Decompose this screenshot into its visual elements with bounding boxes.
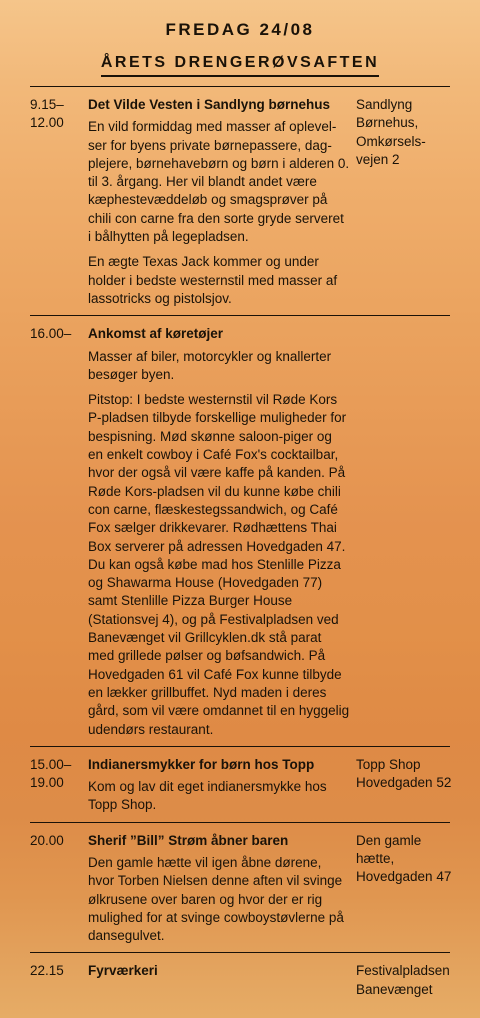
- day-heading: FREDAG 24/08: [165, 20, 315, 39]
- event-time: [30, 96, 82, 132]
- event-location: [356, 96, 456, 169]
- event-location: [356, 832, 456, 887]
- event-description: En ægte Texas Jack kommer og under holder i bedste westernstil med masser af lassotricks og pistolsjov.: [88, 254, 338, 306]
- event-location-line: hætte,: [356, 850, 395, 866]
- event-time-line: 16.00–: [30, 326, 72, 342]
- event-title: Ankomst af køretøjer: [88, 326, 224, 342]
- event-description: En vild formiddag med masser af oplevelser for byens private børnepassere, dagplejere, børnehavebørn og børn i alderen 0. til 3. årgang. Her vil blandt andet være kæphestevæddeløb og smagsprøver på chili con carne fra den sorte gryde serveret i bålhytten på legepladsen.: [88, 119, 350, 245]
- event-location-line: Børnehus,: [356, 115, 419, 131]
- event-time-line: 20.00: [30, 832, 64, 848]
- event-row: [30, 86, 450, 315]
- event-time: [30, 962, 82, 980]
- event-description: Den gamle hætte vil igen åbne dørene, hvor Torben Nielsen denne aften vil svinge ølkrusene over baren og hvor der er rig mulighed for at svinge cowboystøvlerne på dansegulvet.: [88, 854, 344, 944]
- event-row: [30, 952, 450, 997]
- event-location-line: Festivalpladsen: [356, 963, 450, 979]
- event-time: [30, 756, 82, 792]
- event-time-line: 12.00: [30, 115, 64, 130]
- event-title-heading: ÅRETS DRENGERØVSAFTEN: [101, 54, 379, 77]
- event-row: [30, 315, 450, 746]
- event-time-line: 22.15: [30, 963, 64, 979]
- event-row: [30, 822, 450, 953]
- event-title: Det Vilde Vesten i Sandlyng børnehus: [88, 97, 331, 112]
- event-title: Sherif ”Bill” Strøm åbner baren: [88, 832, 289, 848]
- event-location-line: Hovedgaden 47: [356, 869, 452, 885]
- event-title: Indianersmykker for børn hos Topp: [88, 756, 315, 772]
- event-location-line: Banevænget: [356, 981, 433, 997]
- event-row: [30, 746, 450, 822]
- event-time-line: 19.00: [30, 774, 64, 790]
- event-time: [30, 832, 82, 850]
- event-title: Fyrværkeri: [88, 963, 158, 979]
- event-location-line: Topp Shop: [356, 756, 421, 772]
- event-location: [356, 756, 456, 793]
- event-location-line: vejen 2: [356, 151, 400, 167]
- event-content: [88, 325, 350, 739]
- event-location: [356, 962, 456, 999]
- event-list: [30, 86, 452, 997]
- event-description: Masser af biler, motorcykler og knallerter besøger byen.: [88, 348, 332, 382]
- event-content: [88, 832, 350, 946]
- event-location-line: Omkørsels-: [356, 133, 426, 149]
- event-location-line: Hovedgaden 52: [356, 775, 452, 791]
- event-content: [88, 962, 350, 980]
- event-description: Kom og lav dit eget indianersmykke hos Topp Shop.: [88, 779, 327, 813]
- event-description: Pitstop: I bedste westernstil vil Røde Kors P-pladsen tilbyde forskellige muligheder for bespisning. Mød skønne saloon-piger og en enkelt cowboy i Café Fox's cocktailbar, hvor der også vil være kaffe på kanden. På Røde Kors-pladsen vil du kunne købe chili con carne, flæskestegssandwich, og Café Fox sælger drikkevarer. Rødhættens Thai Box serverer på adressen Hovedgaden 47. Du kan også købe mad hos Stenlille Pizza og Shawarma House (Hovedgaden 77) samt Stenlille Pizza Burger House (Stationsvej 4), og på Festivalpladsen ved Banevænget vil Grillcyklen.dk stå parat med grillede pølser og bøfsandwich. På Hovedgaden 61 vil Café Fox kunne tilbyde en lækker grillbuffet. Nyd maden i deres gård, som vil være omdannet til en hyggelig udendørs restaurant.: [88, 392, 350, 737]
- event-location-line: Sandlyng: [356, 97, 413, 112]
- event-time-line: 15.00–: [30, 756, 72, 772]
- header: [0, 0, 480, 77]
- event-content: [88, 756, 350, 815]
- event-time: [30, 325, 82, 343]
- event-location-line: Den gamle: [356, 832, 422, 848]
- event-time-line: 9.15–: [30, 97, 64, 112]
- event-content: [88, 96, 350, 308]
